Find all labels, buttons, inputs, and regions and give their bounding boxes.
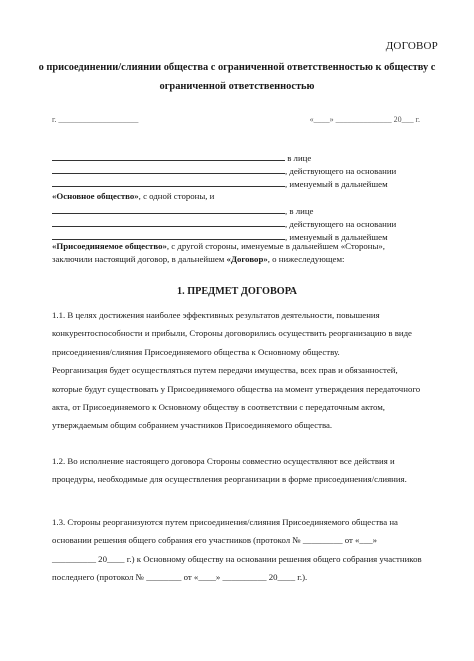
- contract-concluded-text-a: заключили настоящий договор, в дальнейшем: [52, 254, 227, 264]
- party-2-name-row: [52, 204, 432, 217]
- clause-1-2: [52, 452, 422, 489]
- subtitle-line-1: о присоединении/слиянии общества с ограниченной ответственностью к обществу с: [38, 62, 436, 73]
- clause-1-1-continuation: Реорганизация будет осуществляться путем передачи имущества, всех прав и обязанностей, которые будут существовать у Присоединяемого общества на момент утверждения передаточного акта, от Присоединяемого к Основному обществу в соответствии с передаточным актом, утверждаемым общим собранием участников Присоединяемого общества.: [52, 365, 421, 431]
- joining-company-block: [52, 240, 422, 266]
- party-1-rep-suffix: , действующего на основании: [285, 166, 397, 176]
- party-2-rep-suffix: , действующего на основании: [285, 219, 397, 229]
- document-subtitle: [36, 58, 438, 96]
- party-1-name-suffix: в лице: [287, 153, 312, 163]
- joining-company-line: [52, 240, 422, 253]
- party-1-name-row: [52, 151, 432, 164]
- party-1-name-blank: [52, 151, 285, 161]
- clause-1-1-text: 1.1. В целях достижения наиболее эффективных результатов деятельности, повышения конкурентоспособности и прибыли, Стороны договорились осуществить реорганизацию в виде присоединения/слияния Присоединяемого общества к Основному обществу.: [52, 310, 412, 357]
- party-2-basis-suffix: , именуемый в дальнейшем: [285, 232, 388, 242]
- party-2-basis-blank: [52, 230, 285, 240]
- date-field: «____» ______________ 20___ г.: [309, 115, 420, 124]
- party-1-rep-blank: [52, 164, 285, 174]
- clause-1-3: [52, 513, 422, 587]
- main-company-line: [52, 190, 422, 203]
- party-1-basis-row: [52, 177, 432, 190]
- party-1-basis-suffix: , именуемый в дальнейшем: [285, 179, 388, 189]
- party-2-name-suffix: , в лице: [285, 206, 314, 216]
- main-company-name: «Основное общество»: [52, 191, 139, 201]
- document-title: ДОГОВОР: [385, 40, 438, 52]
- clause-1-1: [52, 306, 422, 435]
- joining-company-tail: , с другой стороны, именуемые в дальнейшем «Стороны»,: [166, 241, 385, 251]
- party-2-rep-blank: [52, 217, 285, 227]
- party-2-name-blank: [52, 204, 285, 214]
- joining-company-name: «Присоединяемое общество»: [52, 241, 167, 251]
- party-2-rep-row: [52, 217, 432, 230]
- clause-1-3-text: 1.3. Стороны реорганизуются путем присоединения/слияния Присоединяемого общества на основании решения общего собрания его участников (протокол № _________ от «___» __________ 20____ г.) к Основному обществу на основании решения общего собрания участников последнего (протокол № ________ от «____» __________ 20____ г.).: [52, 517, 422, 583]
- party-1-basis-blank: [52, 177, 285, 187]
- place-field: г. ____________________: [52, 115, 139, 124]
- contract-concluded-text-b: , о нижеследующем:: [267, 254, 345, 264]
- subtitle-line-2: ограниченной ответственностью: [159, 81, 315, 92]
- party-1-rep-row: [52, 164, 432, 177]
- clause-1-2-text: 1.2. Во исполнение настоящего договора Стороны совместно осуществляют все действия и процедуры, необходимые для осуществления реорганизации в форме присоединения/слияния.: [52, 456, 407, 485]
- contract-concluded-line: [52, 253, 422, 266]
- section-1-heading: 1. ПРЕДМЕТ ДОГОВОРА: [177, 286, 297, 297]
- place-date-row: [52, 115, 420, 127]
- main-company-tail: , с одной стороны, и: [138, 191, 215, 201]
- contract-word: «Договор»: [226, 254, 268, 264]
